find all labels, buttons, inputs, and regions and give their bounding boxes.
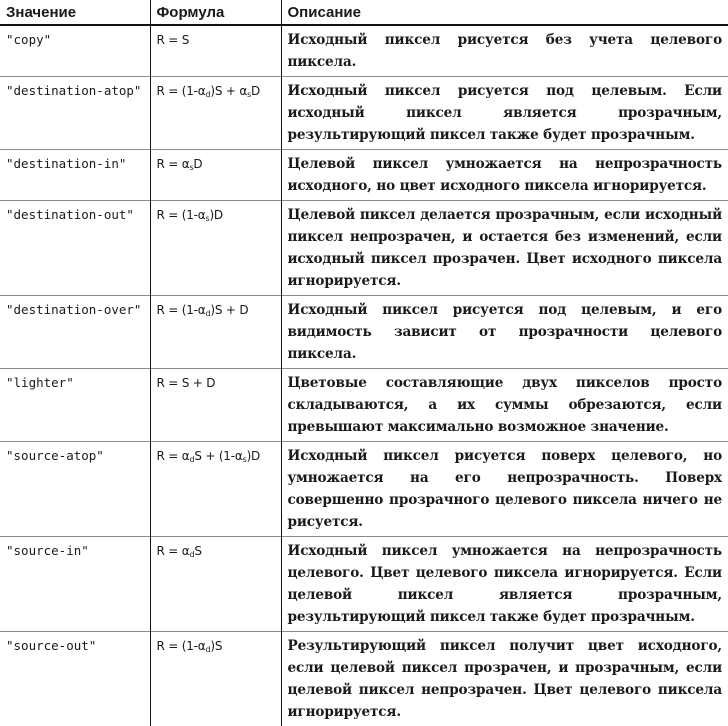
- formula-text: D: [193, 157, 202, 171]
- composite-formula: [150, 537, 281, 632]
- formula-text: R = α: [157, 544, 190, 558]
- header-description: Описание: [281, 0, 728, 25]
- composite-description: Исходный пиксел рисуется под целевым, и его видимость зависит от прозрачности целевого пиксела.: [281, 296, 728, 369]
- formula-subscript: d: [205, 309, 210, 318]
- formula-text: )D: [209, 208, 223, 222]
- composite-formula: [150, 201, 281, 296]
- formula-subscript: s: [247, 90, 251, 99]
- composite-description: Целевой пиксел умножается на непрозрачность исходного, но цвет исходного пиксела игнорируется.: [281, 150, 728, 201]
- composite-description: Исходный пиксел рисуется под целевым. Если исходный пиксел является прозрачным, результирующий пиксел также будет прозрачным.: [281, 77, 728, 150]
- table-row: [0, 77, 728, 150]
- table-body: [0, 25, 728, 726]
- composite-value: "source-in": [0, 537, 150, 632]
- table-row: [0, 369, 728, 442]
- composite-formula: [150, 150, 281, 201]
- composite-formula: [150, 296, 281, 369]
- table-row: [0, 201, 728, 296]
- composite-value: "copy": [0, 25, 150, 77]
- formula-text: )S + D: [210, 303, 248, 317]
- formula-text: S: [194, 544, 201, 558]
- formula-text: )S + α: [210, 84, 247, 98]
- composite-value: "source-atop": [0, 442, 150, 537]
- table-row: [0, 150, 728, 201]
- table-row: [0, 537, 728, 632]
- composite-value: "lighter": [0, 369, 150, 442]
- formula-text: )S: [210, 639, 222, 653]
- composite-value: "source-out": [0, 632, 150, 726]
- composite-formula: [150, 77, 281, 150]
- composite-description: Цветовые составляющие двух пикселов просто складываются, а их суммы обрезаются, если превышают максимально возможное значение.: [281, 369, 728, 442]
- formula-subscript: s: [243, 455, 247, 464]
- formula-text: R = S: [157, 33, 190, 47]
- formula-subscript: s: [205, 214, 209, 223]
- composite-formula: [150, 369, 281, 442]
- formula-text: R = (1-α: [157, 303, 206, 317]
- composite-formula: [150, 442, 281, 537]
- table-row: [0, 296, 728, 369]
- table-row: [0, 442, 728, 537]
- formula-subscript: s: [189, 163, 193, 172]
- table-row: [0, 632, 728, 726]
- header-value: Значение: [0, 0, 150, 25]
- composite-description: Исходный пиксел умножается на непрозрачность целевого. Цвет целевого пиксела игнорируется. Если целевой пиксел является прозрачным, результирующий пиксел также будет прозрачным.: [281, 537, 728, 632]
- formula-text: R = S + D: [157, 376, 216, 390]
- formula-text: S + (1-α: [194, 449, 242, 463]
- composite-value: "destination-atop": [0, 77, 150, 150]
- header-formula: Формула: [150, 0, 281, 25]
- composite-description: Исходный пиксел рисуется поверх целевого, но умножается на его непрозрачность. Поверх совершенно прозрачного целевого пиксела ничего не рисуется.: [281, 442, 728, 537]
- composite-description: Исходный пиксел рисуется без учета целевого пиксела.: [281, 25, 728, 77]
- formula-text: D: [251, 84, 260, 98]
- formula-text: R = α: [157, 449, 190, 463]
- table-header-row: [0, 0, 728, 25]
- formula-subscript: d: [205, 645, 210, 654]
- composite-formula: [150, 25, 281, 77]
- formula-text: R = (1-α: [157, 84, 206, 98]
- formula-subscript: d: [189, 455, 194, 464]
- table-row: [0, 25, 728, 77]
- composite-value: "destination-out": [0, 201, 150, 296]
- formula-text: R = α: [157, 157, 190, 171]
- formula-text: R = (1-α: [157, 639, 206, 653]
- formula-subscript: d: [189, 550, 194, 559]
- formula-text: )D: [247, 449, 261, 463]
- formula-text: R = (1-α: [157, 208, 206, 222]
- formula-subscript: d: [205, 90, 210, 99]
- composite-value: "destination-over": [0, 296, 150, 369]
- composite-description: Результирующий пиксел получит цвет исходного, если целевой пиксел прозрачен, и прозрачным, если целевой пиксел непрозрачен. Цвет целевого пиксела игнорируется.: [281, 632, 728, 726]
- composite-formula: [150, 632, 281, 726]
- composite-description: Целевой пиксел делается прозрачным, если исходный пиксел непрозрачен, и остается без изменений, если исходный пиксел прозрачен. Цвет исходного пиксела игнорируется.: [281, 201, 728, 296]
- composite-value: "destination-in": [0, 150, 150, 201]
